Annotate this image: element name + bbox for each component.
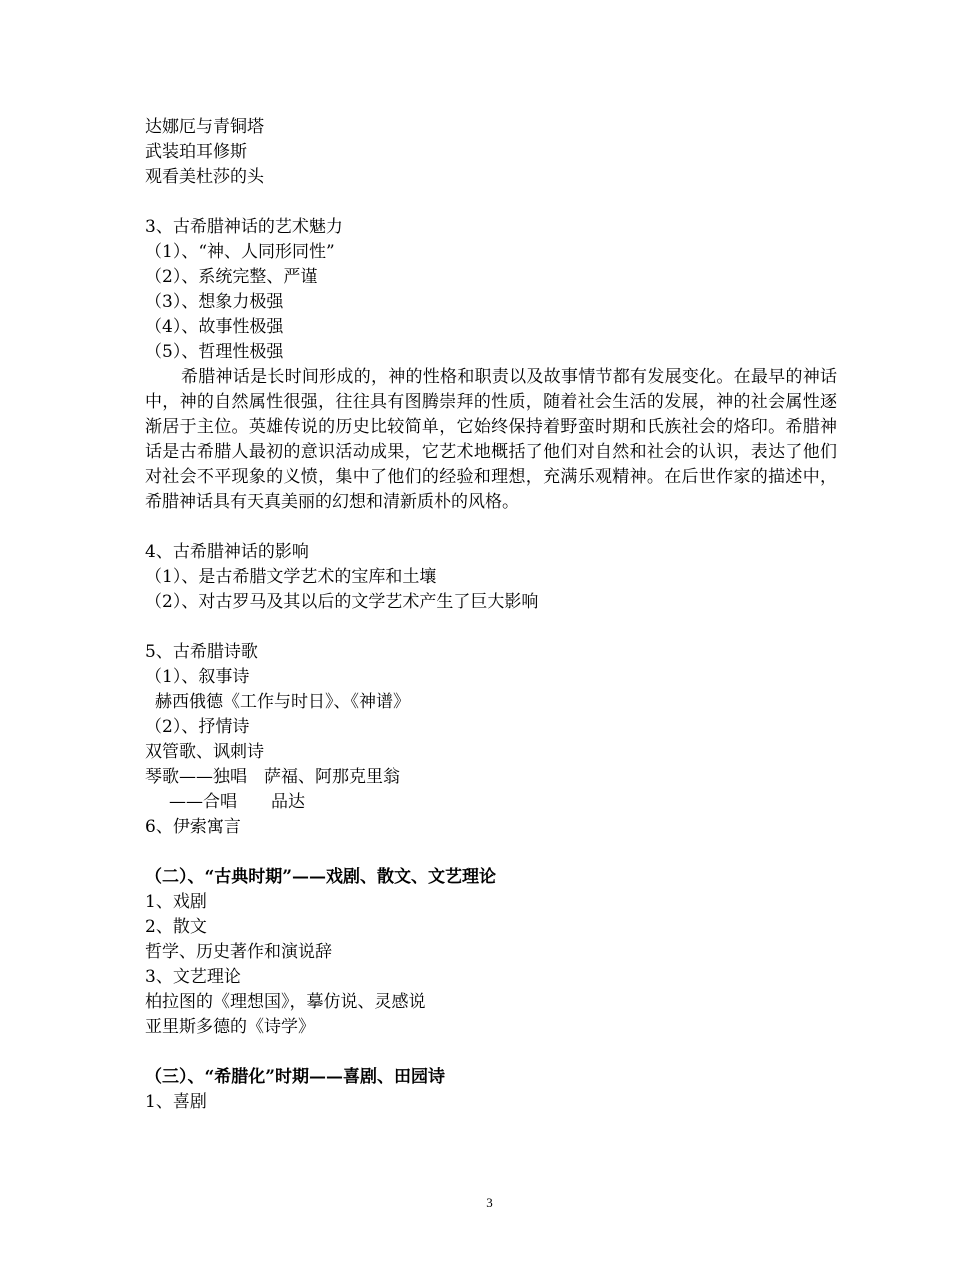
text-line: 双管歌、讽刺诗: [145, 742, 264, 762]
body-paragraph: 希腊神话是长时间形成的，神的性格和职责以及故事情节都有发展变化。在最早的神话中，神的自然属性很强，往往具有图腾崇拜的性质，随着社会生活的发展，神的社会属性逐渐居于主位。英雄传说的历史比较简单，它始终保持着野蛮时期和氏族社会的烙印。希腊神话是古希腊人最初的意识活动成果，它艺术地概括了他们对自然和社会的认识，表达了他们对社会不平现象的义愤，集中了他们的经验和理想，充满乐观精神。在后世作家的描述中，希腊神话具有天真美丽的幻想和清新质朴的风格。: [145, 367, 837, 512]
text-line: 柏拉图的《理想国》，摹仿说、灵感说: [145, 992, 426, 1012]
text-line: ——合唱 品达: [169, 792, 305, 812]
text-line: 达娜厄与青铜塔: [145, 117, 264, 137]
list-item: （3）、想象力极强: [145, 292, 284, 312]
list-item: （5）、哲理性极强: [145, 342, 284, 362]
text-line: 1、喜剧: [145, 1092, 207, 1112]
blank-line: [145, 840, 845, 865]
blank-line: [145, 615, 845, 640]
chapter-heading: （二）、“古典时期”——戏剧、散文、文艺理论: [145, 867, 497, 887]
section-title: 5、古希腊诗歌: [145, 642, 258, 662]
blank-line: [145, 190, 845, 215]
section-title: 3、古希腊神话的艺术魅力: [145, 217, 343, 237]
text-line: 赫西俄德《工作与时日》、《神谱》: [155, 692, 410, 712]
section-title: 6、伊索寓言: [145, 817, 241, 837]
text-line: 观看美杜莎的头: [145, 167, 264, 187]
page-number: 3: [486, 1195, 493, 1210]
text-line: 亚里斯多德的《诗学》: [145, 1017, 315, 1037]
list-item: （2）、对古罗马及其以后的文学艺术产生了巨大影响: [145, 592, 539, 612]
text-line: 琴歌——独唱 萨福、阿那克里翁: [145, 767, 400, 787]
blank-line: [145, 1040, 845, 1065]
list-item: （4）、故事性极强: [145, 317, 284, 337]
list-item: （1）、叙事诗: [145, 667, 250, 687]
text-line: 2、散文: [145, 917, 207, 937]
text-line: 3、文艺理论: [145, 967, 241, 987]
list-item: （2）、系统完整、严谨: [145, 267, 318, 287]
text-line: 哲学、历史著作和演说辞: [145, 942, 332, 962]
section-title: 4、古希腊神话的影响: [145, 542, 309, 562]
blank-line: [145, 515, 845, 540]
text-line: 武装珀耳修斯: [145, 142, 247, 162]
list-item: （2）、抒情诗: [145, 717, 250, 737]
chapter-heading: （三）、“希腊化”时期——喜剧、田园诗: [145, 1067, 446, 1087]
page-content: [145, 115, 845, 1115]
list-item: （1）、“神、人同形同性”: [145, 242, 335, 262]
text-line: 1、戏剧: [145, 892, 207, 912]
list-item: （1）、是古希腊文学艺术的宝库和土壤: [145, 567, 437, 587]
